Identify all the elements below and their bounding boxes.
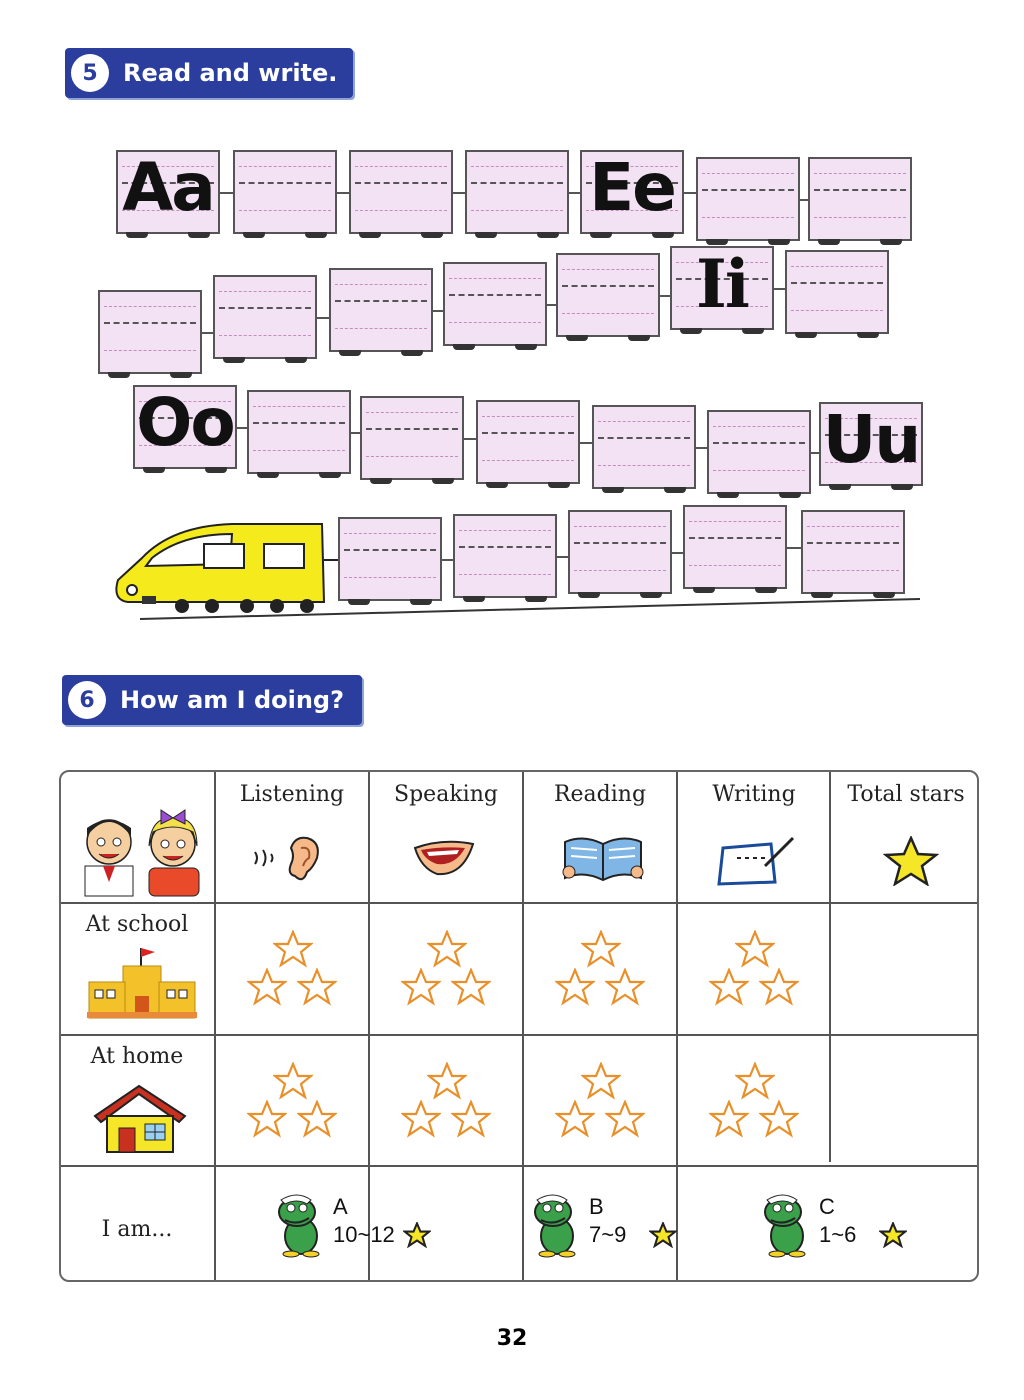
car-coupler <box>569 192 580 194</box>
train-car-letter-u <box>819 402 923 486</box>
grade-range: 10~12 <box>333 1222 395 1247</box>
section-5-header <box>65 48 353 98</box>
car-coupler <box>580 442 592 444</box>
house-icon <box>93 1082 187 1154</box>
letter-e: Ee <box>589 149 675 226</box>
star-rating-group[interactable] <box>705 1062 805 1152</box>
section-title: How am I doing? <box>120 686 345 714</box>
total-star-icon <box>883 836 939 886</box>
car-coupler <box>684 192 696 194</box>
star-rating-group[interactable] <box>397 930 497 1020</box>
train-car-letter-o <box>133 385 237 469</box>
grade-letter: A <box>333 1194 348 1219</box>
grade-range: 7~9 <box>589 1222 627 1247</box>
train-car-writing-box[interactable] <box>568 510 672 594</box>
train-car-writing-box[interactable] <box>592 405 696 489</box>
school-building-icon <box>87 946 197 1020</box>
train-car-writing-box[interactable] <box>329 268 433 352</box>
train-car-letter-e <box>580 150 684 234</box>
letter-o: Oo <box>136 384 234 461</box>
children-icon <box>77 802 207 897</box>
section-number-badge: 6 <box>68 681 106 719</box>
train-car-writing-box[interactable] <box>453 514 557 598</box>
train-car-writing-box[interactable] <box>785 250 889 334</box>
car-coupler <box>442 559 453 561</box>
car-coupler <box>547 304 556 306</box>
car-coupler <box>202 332 213 334</box>
section-title: Read and write. <box>123 59 338 87</box>
dinosaur-mascot-icon <box>757 1192 815 1258</box>
train-car-writing-box[interactable] <box>338 517 442 601</box>
car-coupler <box>800 199 808 201</box>
car-coupler <box>696 447 707 449</box>
car-coupler <box>220 192 233 194</box>
train-car-writing-box[interactable] <box>349 150 453 234</box>
column-header-writing: Writing <box>712 782 796 807</box>
train-car-writing-box[interactable] <box>360 396 464 480</box>
train-car-writing-box[interactable] <box>801 510 905 594</box>
car-coupler <box>660 295 670 297</box>
train-car-writing-box[interactable] <box>247 390 351 474</box>
star-rating-group[interactable] <box>705 930 805 1020</box>
car-coupler <box>672 552 683 554</box>
book-icon <box>561 832 645 884</box>
train-car-writing-box[interactable] <box>808 157 912 241</box>
star-rating-group[interactable] <box>243 930 343 1020</box>
small-star-icon <box>649 1222 677 1248</box>
grade-c <box>757 1190 947 1260</box>
car-coupler <box>337 192 349 194</box>
train-car-writing-box[interactable] <box>98 290 202 374</box>
notepad-pen-icon <box>715 834 799 886</box>
letter-i: Ii <box>696 245 748 323</box>
letter-u: Uu <box>822 401 920 478</box>
train-car-writing-box[interactable] <box>465 150 569 234</box>
self-assessment-table <box>59 770 979 1282</box>
star-rating-group[interactable] <box>551 930 651 1020</box>
row-header-i-am: I am... <box>101 1217 173 1242</box>
car-coupler <box>787 547 801 549</box>
column-header-listening: Listening <box>239 782 345 807</box>
car-coupler <box>433 310 443 312</box>
train-car-letter-i <box>670 246 774 330</box>
train-car-writing-box[interactable] <box>556 253 660 337</box>
train-car-writing-box[interactable] <box>476 400 580 484</box>
grade-b <box>527 1190 717 1260</box>
small-star-icon <box>403 1222 431 1248</box>
train-car-writing-box[interactable] <box>233 150 337 234</box>
grade-range: 1~6 <box>819 1222 857 1247</box>
dinosaur-mascot-icon <box>271 1192 329 1258</box>
car-coupler <box>453 192 465 194</box>
car-coupler <box>774 288 785 290</box>
page-number: 32 <box>496 1326 528 1351</box>
car-coupler <box>351 432 360 434</box>
train-car-writing-box[interactable] <box>683 505 787 589</box>
column-header-total-stars: Total stars <box>847 782 965 807</box>
car-coupler <box>237 427 247 429</box>
mouth-icon <box>413 838 477 882</box>
dinosaur-mascot-icon <box>527 1192 585 1258</box>
row-header-at-home: At home <box>90 1044 184 1069</box>
star-rating-group[interactable] <box>397 1062 497 1152</box>
section-6-header <box>62 675 362 725</box>
rail-track <box>140 595 930 625</box>
train-car-writing-box[interactable] <box>443 262 547 346</box>
small-star-icon <box>879 1222 907 1248</box>
train-car-writing-box[interactable] <box>707 410 811 494</box>
train-car-writing-box[interactable] <box>696 157 800 241</box>
column-header-reading: Reading <box>553 782 647 807</box>
star-rating-group[interactable] <box>243 1062 343 1152</box>
ear-icon <box>251 834 331 888</box>
grade-a <box>271 1190 461 1260</box>
train-car-writing-box[interactable] <box>213 275 317 359</box>
grade-letter: B <box>589 1194 604 1219</box>
car-coupler <box>464 438 476 440</box>
car-coupler <box>557 556 568 558</box>
car-coupler <box>811 452 819 454</box>
row-header-at-school: At school <box>85 912 189 937</box>
letter-a: Aa <box>122 149 214 226</box>
section-number-badge: 5 <box>71 54 109 92</box>
column-header-speaking: Speaking <box>394 782 498 807</box>
train-car-letter-a <box>116 150 220 234</box>
star-rating-group[interactable] <box>551 1062 651 1152</box>
car-coupler <box>317 317 329 319</box>
grade-letter: C <box>819 1194 835 1219</box>
